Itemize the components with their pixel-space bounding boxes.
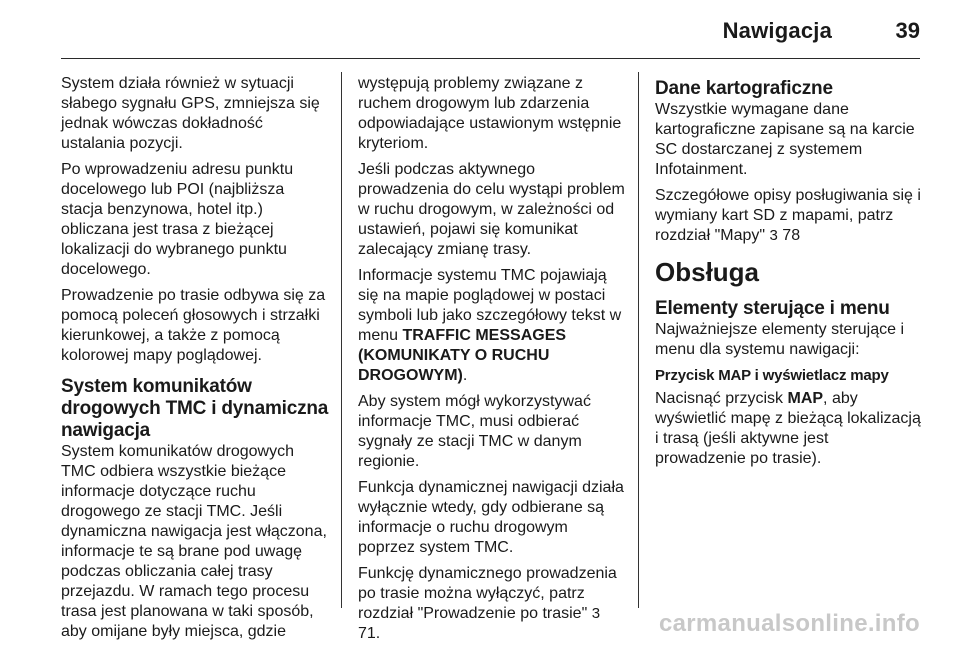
paragraph: Aby system mógł wykorzystywać informacje TMC, musi odbierać sygnały ze stacji TMC w danym regionie. (358, 393, 591, 470)
section-heading-controls: Elementy sterujące i menu (655, 298, 890, 319)
text: Informacje systemu TMC pojawiają się na mapie poglądowej w postaci symboli lub jako szczegółowy tekst w menu (358, 267, 622, 344)
paragraph: Funkcja dynamicznej nawigacji działa wyłącznie wtedy, gdy odbierane są informacje o ruchu drogowym poprzez system TMC. (358, 479, 624, 556)
page-reference: 78 (777, 227, 801, 244)
text: Nacisnąć przycisk (655, 390, 788, 407)
column-3 (655, 74, 923, 475)
page-reference: 71. (358, 625, 381, 642)
text: Funkcję dynamicznego prowadzenia po trasie można wyłączyć, patrz rozdział "Prowadzenie po trasie" (358, 565, 617, 622)
paragraph: Po wprowadzeniu adresu punktu docelowego lub POI (najbliższa stacja benzynowa, hotel itp.) obliczana jest trasa z bieżącej lokalizacji do wybranego punktu docelowego. (61, 161, 294, 278)
section-heading-map-data: Dane kartograficzne (655, 78, 833, 99)
paragraph: Prowadzenie po trasie odbywa się za pomocą poleceń głosowych i strzałki kierunkowej, a także z pomocą kolorowej mapy poglądowej. (61, 287, 326, 364)
page-number: 39 (895, 18, 920, 43)
menu-name-traffic-messages: TRAFFIC MESSAGES (KOMUNIKATY O RUCHU DROGOWYM) (358, 327, 567, 384)
text: , aby wyświetlić mapę z bieżącą lokalizacją i trasą (jeśli aktywne jest prowadzenie po trasie). (655, 390, 921, 467)
column-divider (341, 72, 342, 608)
paragraph (655, 389, 923, 469)
chapter-heading: Obsługa (655, 257, 760, 287)
watermark: carmanualsonline.info (658, 610, 920, 637)
page-header-title: Nawigacja (722, 18, 832, 43)
subheading-map-button: Przycisk MAP i wyświetlacz mapy (655, 367, 889, 384)
column-2 (358, 74, 626, 650)
paragraph (655, 186, 923, 246)
text: . (462, 367, 468, 384)
paragraph: Wszystkie wymagane dane kartograficzne zapisane są na karcie SC dostarczanej z systemem Infotainment. (655, 101, 915, 178)
paragraph: Jeśli podczas aktywnego prowadzenia do celu wystąpi problem w ruchu drogowym, w zależności od ustawień, pojawi się komunikat zalecający zmianę trasy. (358, 161, 625, 258)
paragraph (358, 564, 626, 644)
paragraph: Najważniejsze elementy sterujące i menu dla systemu nawigacji: (655, 321, 904, 358)
column-divider (638, 72, 639, 608)
section-heading-tmc: System komunikatów drogowych TMC i dynamiczna nawigacja (61, 376, 329, 441)
column-1 (61, 74, 329, 648)
page-reference-icon: 3 (591, 605, 601, 622)
button-name-map: MAP (787, 390, 824, 407)
paragraph: występują problemy związane z ruchem drogowym lub zdarzenia odpowiadające ustawionym wstępnie kryteriom. (358, 75, 622, 152)
text: Szczegółowe opisy posługiwania się i wymiany kart SD z mapami, patrz rozdział "Mapy" (655, 187, 921, 244)
paragraph: System działa również w sytuacji słabego sygnału GPS, zmniejsza się jednak wówczas dokładność ustalania pozycji. (61, 75, 320, 152)
header-rule (61, 58, 920, 59)
paragraph (358, 266, 626, 386)
page-reference-icon: 3 (769, 227, 778, 244)
paragraph: System komunikatów drogowych TMC odbiera wszystkie bieżące informacje dotyczące ruchu drogowego ze stacji TMC. Jeśli dynamiczna nawigacja jest włączona, informacje te są brane pod uwagę podczas obliczania całej trasy przejazdu. W ramach tego procesu trasa jest planowana w taki sposób, aby omijane były miejsca, gdzie (61, 443, 327, 640)
